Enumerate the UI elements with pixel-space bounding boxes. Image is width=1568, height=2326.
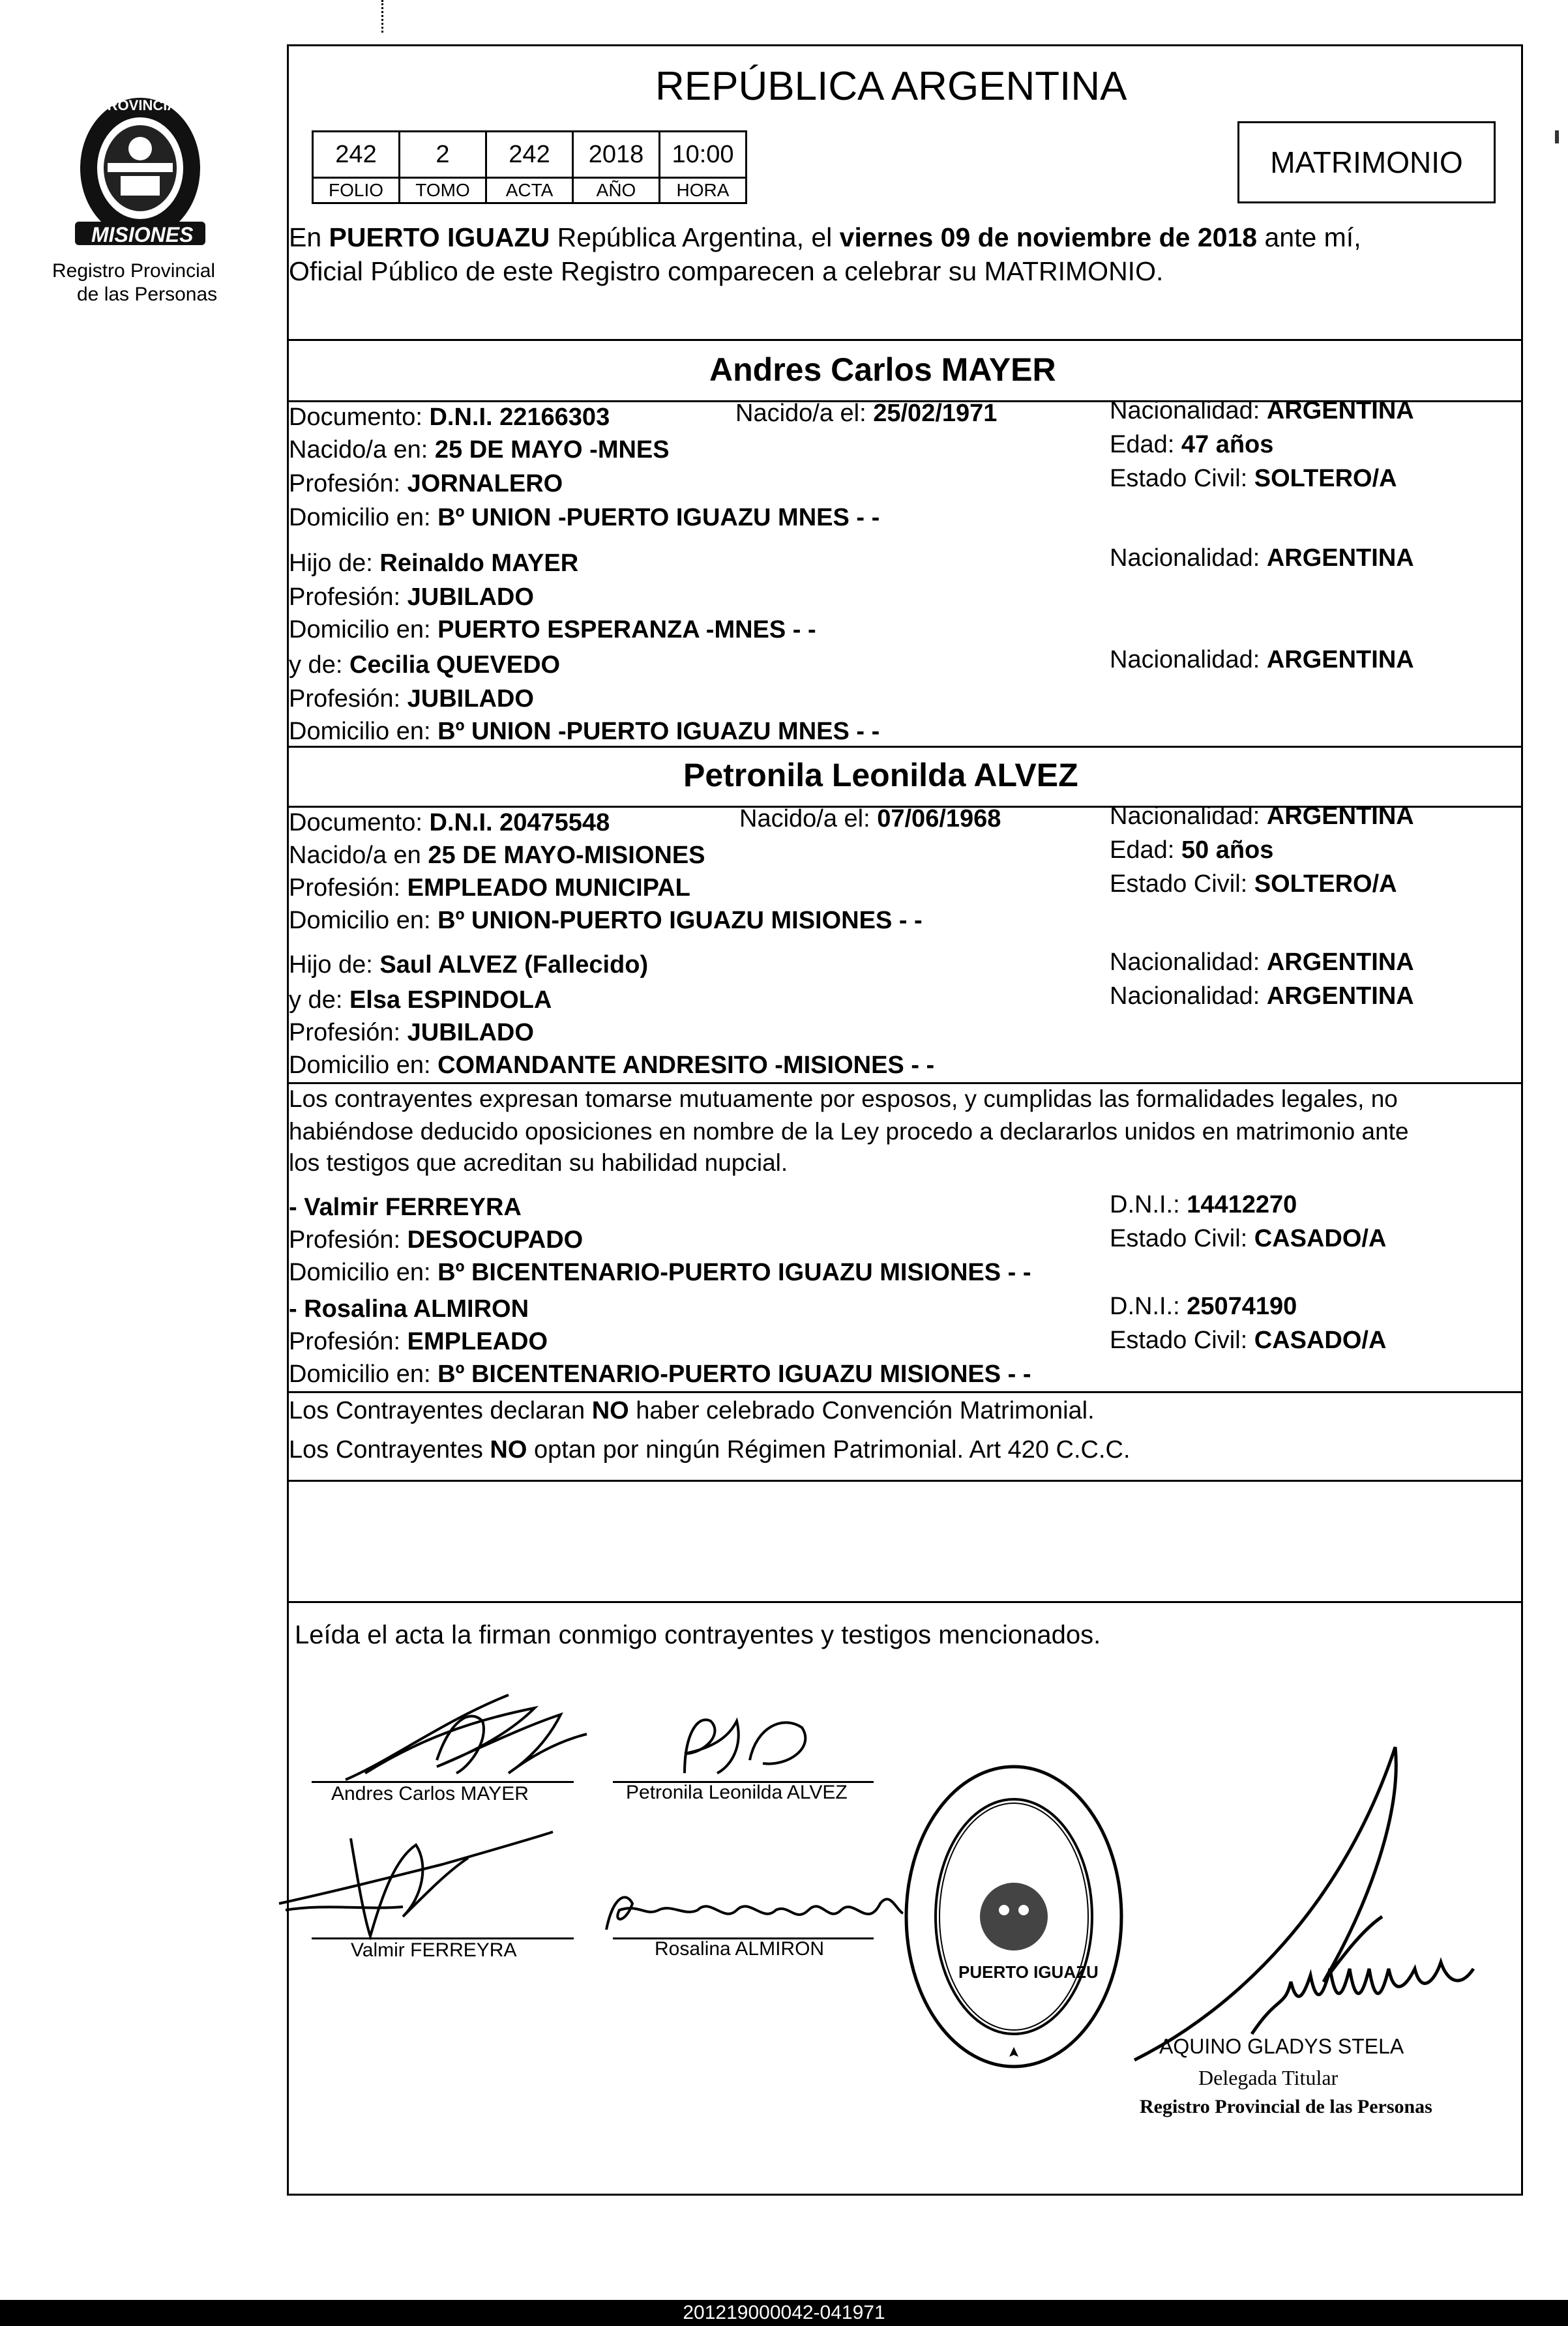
registry-label-line2: de las Personas	[77, 284, 218, 305]
acta-label: ACTA	[486, 178, 573, 203]
bride-birth-date: Nacido/a el: 07/06/1968	[739, 805, 1001, 832]
groom-birth-date: Nacido/a el: 25/02/1971	[735, 400, 998, 427]
signature-label-witness1: Valmir FERREYRA	[351, 1939, 517, 1961]
witness2-address: Domicilio en: Bº BICENTENARIO-PUERTO IGUAZU MISIONES - -	[289, 1361, 1031, 1388]
witness1-profession: Profesión: DESOCUPADO	[289, 1226, 584, 1254]
hour-label: HORA	[660, 178, 747, 203]
scan-mark	[381, 0, 385, 33]
declaration-line-1: Los contrayentes expresan tomarse mutuamente por esposos, y cumplidas las formalidades legales, no	[289, 1085, 1398, 1112]
bride-father-nationality: Nacionalidad: ARGENTINA	[1110, 949, 1414, 976]
scan-mark	[1555, 130, 1559, 143]
witness2-civil-status: Estado Civil: CASADO/A	[1110, 1327, 1387, 1354]
bride-address: Domicilio en: Bº UNION-PUERTO IGUAZU MISIONES - -	[289, 907, 923, 934]
document-code: 201219000042-041971	[683, 2302, 885, 2323]
logo-ring-text-bottom: MISIONES	[91, 223, 194, 246]
tomo-value: 2	[400, 132, 486, 178]
groom-birthplace: Nacido/a en: 25 DE MAYO -MNES	[289, 436, 670, 464]
bride-mother-nationality: Nacionalidad: ARGENTINA	[1110, 982, 1414, 1010]
groom-father-profession: Profesión: JUBILADO	[289, 583, 534, 611]
closing-statement: Leída el acta la firman conmigo contrayentes y testigos mencionados.	[295, 1621, 1101, 1649]
bride-birthplace: Nacido/a en 25 DE MAYO-MISIONES	[289, 842, 705, 869]
logo-ring-text-top: PROVINCIA DE	[98, 97, 201, 113]
registry-grid	[312, 130, 747, 204]
acta-value: 242	[486, 132, 573, 178]
groom-civil-status: Estado Civil: SOLTERO/A	[1110, 465, 1397, 492]
witness2-name: - Rosalina ALMIRON	[289, 1295, 529, 1323]
signature-label-bride: Petronila Leonilda ALVEZ	[626, 1782, 848, 1803]
act-type-label: MATRIMONIO	[1270, 145, 1463, 179]
officer-organization: Registro Provincial de las Personas	[1140, 2096, 1432, 2117]
year-value: 2018	[573, 132, 660, 178]
intro-line-1: En PUERTO IGUAZU República Argentina, el viernes 09 de noviembre de 2018 ante mí,	[289, 222, 1361, 252]
groom-father-address: Domicilio en: PUERTO ESPERANZA -MNES - -	[289, 616, 816, 643]
signature-groom	[339, 1682, 613, 1793]
groom-father: Hijo de: Reinaldo MAYER	[289, 550, 579, 577]
bride-profession: Profesión: EMPLEADO MUNICIPAL	[289, 874, 690, 902]
tomo-label: TOMO	[400, 178, 486, 203]
convention-line-1: Los Contrayentes declaran NO haber celebrado Convención Matrimonial.	[289, 1397, 1095, 1424]
registry-label-line1: Registro Provincial	[52, 260, 216, 282]
bride-document: Documento: D.N.I. 20475548	[289, 809, 610, 836]
bride-mother-profession: Profesión: JUBILADO	[289, 1019, 534, 1046]
officer-title: Delegada Titular	[1198, 2066, 1339, 2089]
page-title: REPÚBLICA ARGENTINA	[655, 64, 1127, 109]
signature-label-witness2: Rosalina ALMIRON	[655, 1938, 825, 1960]
bride-age: Edad: 50 años	[1110, 836, 1274, 864]
bride-name: Petronila Leonilda ALVEZ	[683, 757, 1078, 793]
witness1-name: - Valmir FERREYRA	[289, 1194, 522, 1221]
groom-father-nationality: Nacionalidad: ARGENTINA	[1110, 544, 1414, 572]
act-type-box	[1237, 121, 1496, 203]
bride-mother: y de: Elsa ESPINDOLA	[289, 986, 552, 1014]
divider	[287, 339, 1523, 341]
groom-nationality: Nacionalidad: ARGENTINA	[1110, 397, 1414, 424]
witness1-civil-status: Estado Civil: CASADO/A	[1110, 1225, 1387, 1252]
bride-father: Hijo de: Saul ALVEZ (Fallecido)	[289, 951, 649, 979]
registry-stamp	[900, 1760, 1128, 2073]
divider	[287, 1391, 1523, 1393]
footer-bar	[0, 2300, 1568, 2326]
year-label: AÑO	[573, 178, 660, 203]
divider	[287, 1480, 1523, 1482]
groom-mother-nationality: Nacionalidad: ARGENTINA	[1110, 646, 1414, 673]
signature-label-groom: Andres Carlos MAYER	[331, 1783, 529, 1804]
folio-value: 242	[313, 132, 400, 178]
stamp-inner-text: PUERTO IGUAZU	[958, 1962, 1099, 1982]
divider	[287, 746, 1523, 748]
bride-mother-address: Domicilio en: COMANDANTE ANDRESITO -MISIONES - -	[289, 1052, 935, 1079]
divider	[287, 1082, 1523, 1084]
signature-witness2	[600, 1884, 906, 1943]
bride-nationality: Nacionalidad: ARGENTINA	[1110, 802, 1414, 830]
groom-age: Edad: 47 años	[1110, 431, 1274, 458]
groom-profession: Profesión: JORNALERO	[289, 470, 563, 497]
divider	[287, 1601, 1523, 1603]
witness1-address: Domicilio en: Bº BICENTENARIO-PUERTO IGUAZU MISIONES - -	[289, 1259, 1031, 1286]
groom-mother-address: Domicilio en: Bº UNION -PUERTO IGUAZU MNES - -	[289, 718, 880, 745]
groom-document: Documento: D.N.I. 22166303	[289, 404, 610, 431]
convention-line-2: Los Contrayentes NO optan por ningún Régimen Patrimonial. Art 420 C.C.C.	[289, 1436, 1131, 1464]
declaration-line-2: habiéndose deducido oposiciones en nombre de la Ley procedo a declararlos unidos en matrimonio ante	[289, 1118, 1409, 1145]
witness2-dni: D.N.I.: 25074190	[1110, 1293, 1297, 1320]
groom-mother-profession: Profesión: JUBILADO	[289, 685, 534, 713]
signature-bride	[658, 1708, 828, 1780]
witness1-dni: D.N.I.: 14412270	[1110, 1191, 1297, 1218]
hour-value: 10:00	[660, 132, 747, 178]
witness2-profession: Profesión: EMPLEADO	[289, 1328, 548, 1355]
signature-officer	[1108, 1734, 1565, 2073]
intro-line-2: Oficial Público de este Registro comparecen a celebrar su MATRIMONIO.	[289, 256, 1164, 286]
bride-civil-status: Estado Civil: SOLTERO/A	[1110, 870, 1397, 898]
folio-label: FOLIO	[313, 178, 400, 203]
officer-name: AQUINO GLADYS STELA	[1159, 2035, 1404, 2058]
groom-mother: y de: Cecilia QUEVEDO	[289, 651, 561, 679]
groom-name: Andres Carlos MAYER	[709, 351, 1056, 388]
groom-address: Domicilio en: Bº UNION -PUERTO IGUAZU MNES - -	[289, 504, 880, 531]
declaration-line-3: los testigos que acreditan su habilidad nupcial.	[289, 1149, 788, 1176]
signature-witness1	[273, 1812, 559, 1943]
